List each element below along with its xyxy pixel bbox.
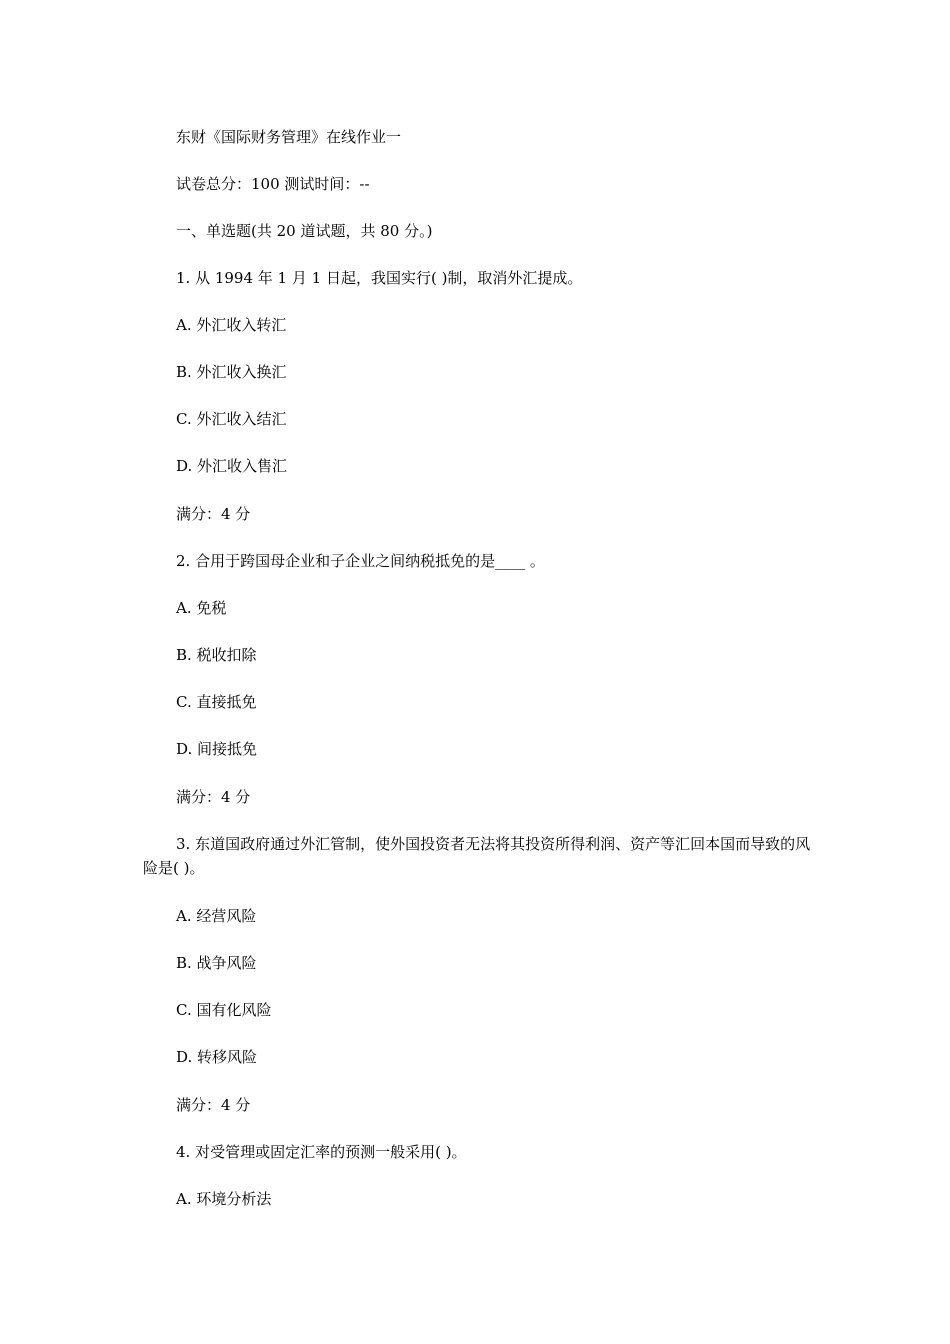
option-d: D. 间接抵免: [176, 740, 258, 758]
option-a: A. 外汇收入转汇: [176, 316, 287, 334]
option-a: A. 经营风险: [176, 907, 257, 925]
question-stem: 3. 东道国政府通过外汇管制，使外国投资者无法将其投资所得利润、资产等汇回本国而导致的风险是( )。: [143, 835, 811, 877]
option-b: B. 外汇收入换汇: [176, 363, 287, 381]
question-stem: 1. 从 1994 年 1 月 1 日起，我国实行( )制，取消外汇提成。: [176, 269, 583, 287]
question-stem: 4. 对受管理或固定汇率的预测一般采用( )。: [176, 1143, 467, 1161]
exam-meta: 试卷总分：100 测试时间：--: [176, 175, 370, 193]
option-a: A. 免税: [176, 599, 227, 617]
question-score: 满分：4 分: [176, 788, 251, 806]
option-c: C. 外汇收入结汇: [176, 410, 287, 428]
option-b: B. 税收扣除: [176, 646, 257, 664]
question-score: 满分：4 分: [176, 505, 251, 523]
option-d: D. 外汇收入售汇: [176, 457, 288, 475]
option-c: C. 直接抵免: [176, 693, 257, 711]
option-b: B. 战争风险: [176, 954, 257, 972]
option-c: C. 国有化风险: [176, 1001, 272, 1019]
document-title: 东财《国际财务管理》在线作业一: [176, 128, 402, 146]
question-stem: 2. 合用于跨国母企业和子企业之间纳税抵免的是____ 。: [176, 552, 545, 570]
option-d: D. 转移风险: [176, 1048, 258, 1066]
option-a: A. 环境分析法: [176, 1190, 272, 1208]
question-score: 满分：4 分: [176, 1096, 251, 1114]
section-heading: 一、单选题(共 20 道试题，共 80 分。): [176, 222, 433, 240]
